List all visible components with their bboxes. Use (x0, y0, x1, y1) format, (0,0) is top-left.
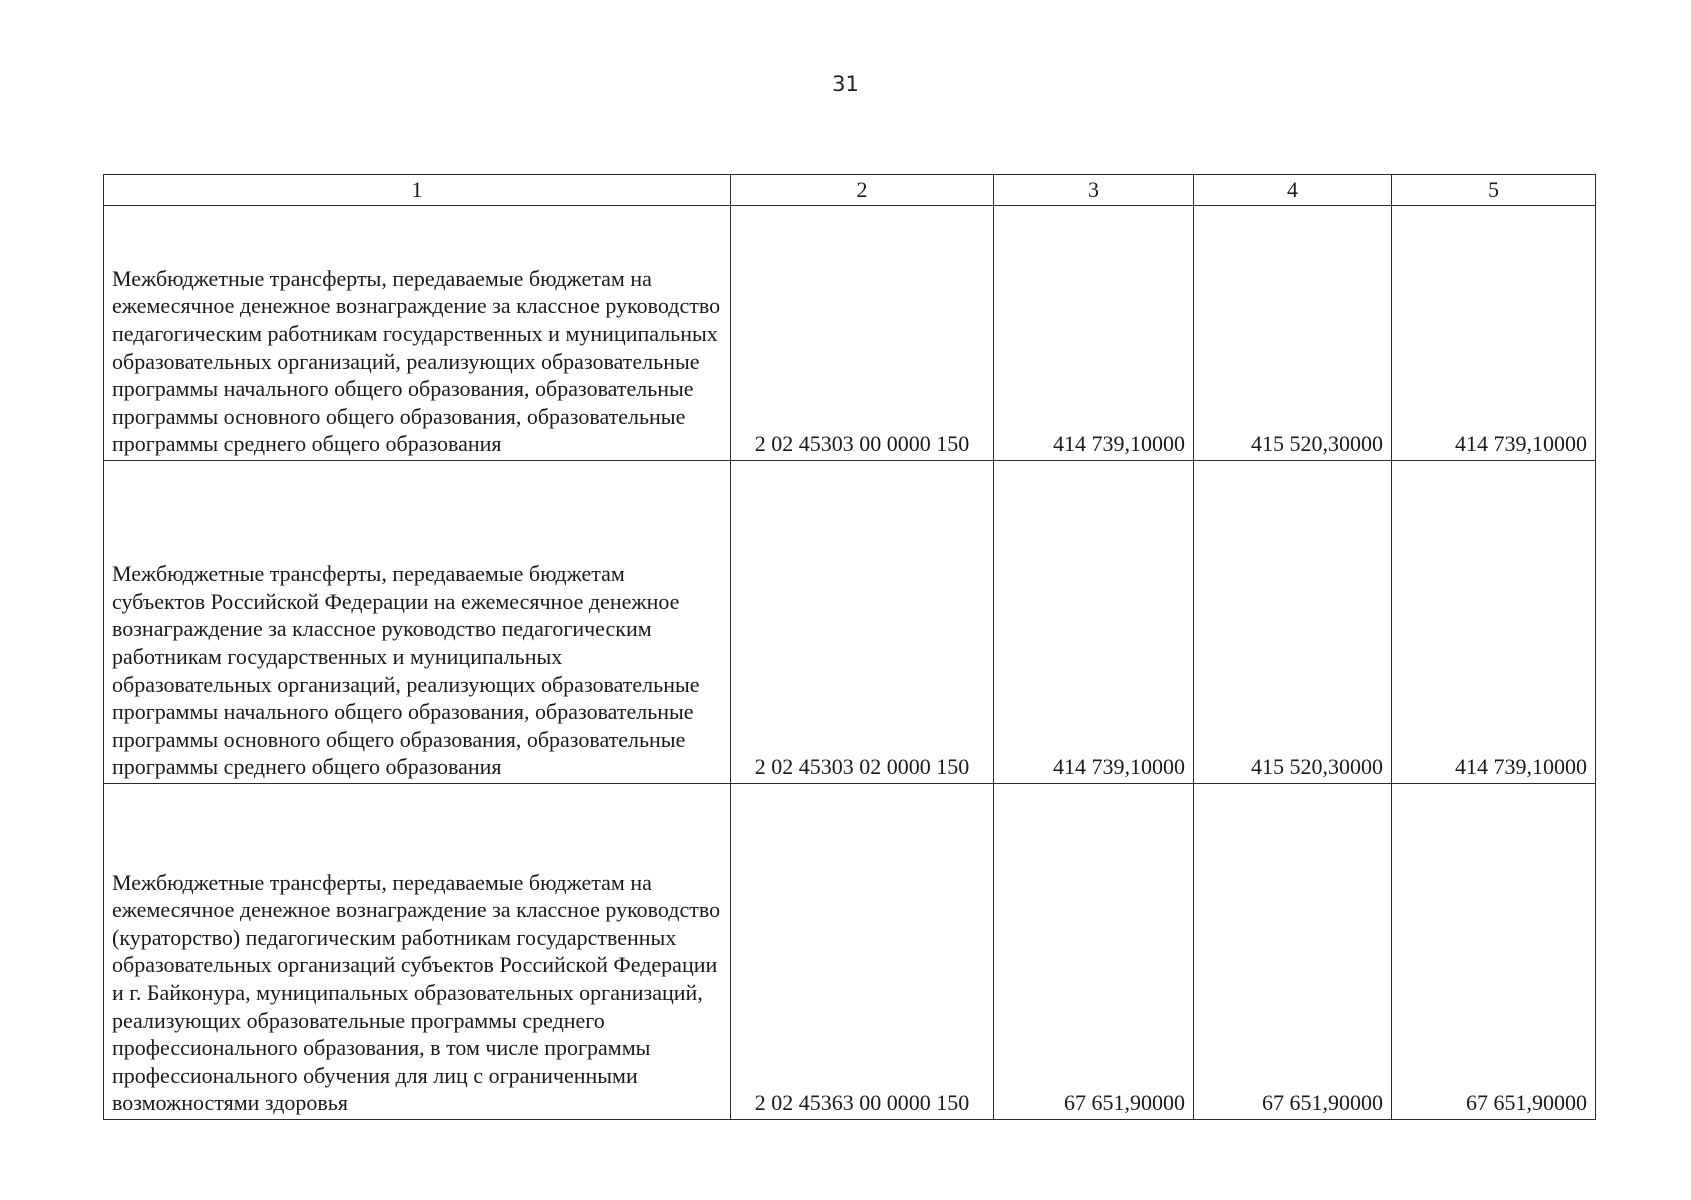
row-budget-code: 2 02 45303 00 0000 150 (731, 206, 994, 461)
column-header-4: 4 (1194, 175, 1392, 206)
page-number: 31 (832, 72, 859, 96)
row-value-col5: 414 739,10000 (1392, 206, 1596, 461)
row-description: Межбюджетные трансферты, передаваемые бюджетам на ежемесячное денежное вознаграждение за классное руководство (кураторство) педагогическим работникам государственных образовательных организаций субъектов Российской Федерации и г. Байконура, муниципальных образовательных организаций, реализующих образовательные программы среднего профессионального образования, в том числе программы профессионального обучения для лиц с ограниченными возможностями здоровья (104, 784, 731, 1120)
column-header-2: 2 (731, 175, 994, 206)
row-value-col4: 415 520,30000 (1194, 206, 1392, 461)
row-value-col3: 414 739,10000 (994, 206, 1194, 461)
row-budget-code: 2 02 45363 00 0000 150 (731, 784, 994, 1120)
column-header-5: 5 (1392, 175, 1596, 206)
row-value-col4: 415 520,30000 (1194, 461, 1392, 784)
row-budget-code: 2 02 45303 02 0000 150 (731, 461, 994, 784)
table-row (104, 784, 1596, 1120)
column-header-1: 1 (104, 175, 731, 206)
table-header-row (104, 175, 1596, 206)
row-value-col4: 67 651,90000 (1194, 784, 1392, 1120)
column-header-3: 3 (994, 175, 1194, 206)
row-value-col5: 414 739,10000 (1392, 461, 1596, 784)
row-description: Межбюджетные трансферты, передаваемые бюджетам на ежемесячное денежное вознаграждение за классное руководство педагогическим работникам государственных и муниципальных образовательных организаций, реализующих образовательные программы начального общего образования, образовательные программы основного общего образования, образовательные программы среднего общего образования (104, 206, 731, 461)
table-row (104, 206, 1596, 461)
budget-table (103, 174, 1596, 1120)
row-description: Межбюджетные трансферты, передаваемые бюджетам субъектов Российской Федерации на ежемесячное денежное вознаграждение за классное руководство педагогическим работникам государственных и муниципальных образовательных организаций, реализующих образовательные программы начального общего образования, образовательные программы основного общего образования, образовательные программы среднего общего образования (104, 461, 731, 784)
row-value-col5: 67 651,90000 (1392, 784, 1596, 1120)
table-row (104, 461, 1596, 784)
row-value-col3: 67 651,90000 (994, 784, 1194, 1120)
row-value-col3: 414 739,10000 (994, 461, 1194, 784)
